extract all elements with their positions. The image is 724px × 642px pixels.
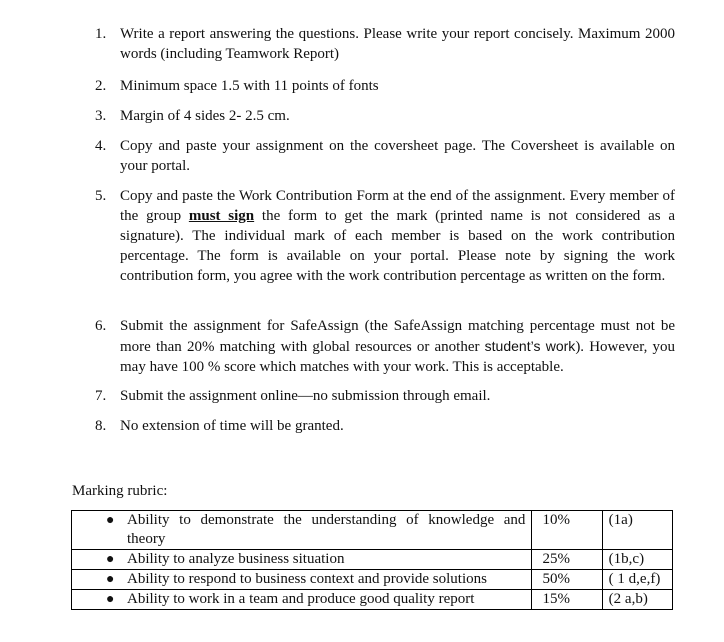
instruction-item xyxy=(95,136,675,176)
weight-cell: 15% xyxy=(532,590,602,610)
item-text-end: ). However, you may have 100 % score which matches with your work. This is acceptable. xyxy=(120,339,676,375)
item-text: Copy and paste your assignment on the coversheet page. The Coversheet is available on your portal. xyxy=(120,138,675,174)
item-text: Margin of 4 sides 2- 2.5 cm. xyxy=(120,108,290,124)
weight-cell: 50% xyxy=(532,570,602,590)
item-number: 2. xyxy=(95,78,107,94)
instruction-item xyxy=(95,24,675,64)
item-number: 5. xyxy=(95,188,107,204)
instruction-item xyxy=(95,186,675,306)
bullet-icon: ● xyxy=(106,552,115,567)
instruction-item xyxy=(95,316,675,376)
item-number: 8. xyxy=(95,418,107,434)
rubric-table xyxy=(71,510,673,610)
item-text: Submit the assignment online—no submission through email. xyxy=(120,388,491,404)
reference-cell: (2 a,b) xyxy=(602,590,672,610)
item-text xyxy=(120,316,675,377)
criterion-text: Ability to demonstrate the understanding of knowledge and theory xyxy=(127,512,526,547)
item-text: Minimum space 1.5 with 11 points of fonts xyxy=(120,78,379,94)
reference-cell: ( 1 d,e,f) xyxy=(602,570,672,590)
instruction-list xyxy=(95,24,675,436)
item-text xyxy=(120,186,675,286)
bullet-icon: ● xyxy=(106,592,115,607)
instruction-item xyxy=(95,76,675,96)
table-row xyxy=(72,511,673,550)
item-number: 6. xyxy=(95,318,107,334)
bullet-icon: ● xyxy=(106,572,115,587)
criterion-text: Ability to work in a team and produce good quality report xyxy=(127,591,475,607)
criterion-cell xyxy=(72,511,532,550)
item-text: No extension of time will be granted. xyxy=(120,418,344,434)
students-work-fragment: student’s work xyxy=(484,338,576,354)
table-row xyxy=(72,590,673,610)
weight-cell: 25% xyxy=(532,550,602,570)
reference-cell: (1b,c) xyxy=(602,550,672,570)
criterion-text: Ability to analyze business situation xyxy=(127,551,345,567)
weight-cell: 10% xyxy=(532,511,602,550)
bullet-icon: ● xyxy=(106,513,115,528)
instruction-item xyxy=(95,416,675,436)
instruction-item xyxy=(95,106,675,126)
criterion-text: Ability to respond to business context and provide solutions xyxy=(127,571,487,587)
table-row xyxy=(72,550,673,570)
item-number: 3. xyxy=(95,108,107,124)
item-text-start: Submit the assignment for SafeAssign (the SafeAssign matching percentage must not be more than 20% matching with global resources or another xyxy=(120,318,675,355)
item-text: Write a report answering the questions. Please write your report concisely. Maximum 2000 words (including Teamwork Report) xyxy=(120,26,675,62)
item-text-start: Copy and paste the Work Contribution Form at the end of the assignment. Every member of the group xyxy=(120,188,675,224)
item-number: 4. xyxy=(95,138,107,154)
criterion-cell xyxy=(72,550,532,570)
instruction-item xyxy=(95,386,675,406)
rubric-title: Marking rubric: xyxy=(72,483,168,499)
criterion-cell xyxy=(72,590,532,610)
item-number: 1. xyxy=(95,26,107,42)
reference-cell: (1a) xyxy=(602,511,672,550)
criterion-cell xyxy=(72,570,532,590)
item-number: 7. xyxy=(95,388,107,404)
item-text-end: the form to get the mark (printed name is not considered as a signature). The individual mark of each member is based on the work contribution percentage. The form is available on your portal. Please note by signing the work contribution form, you agree with the work contribution percentage as written on the form. xyxy=(120,208,675,284)
must-sign-emphasis: must sign xyxy=(188,208,255,224)
table-row xyxy=(72,570,673,590)
